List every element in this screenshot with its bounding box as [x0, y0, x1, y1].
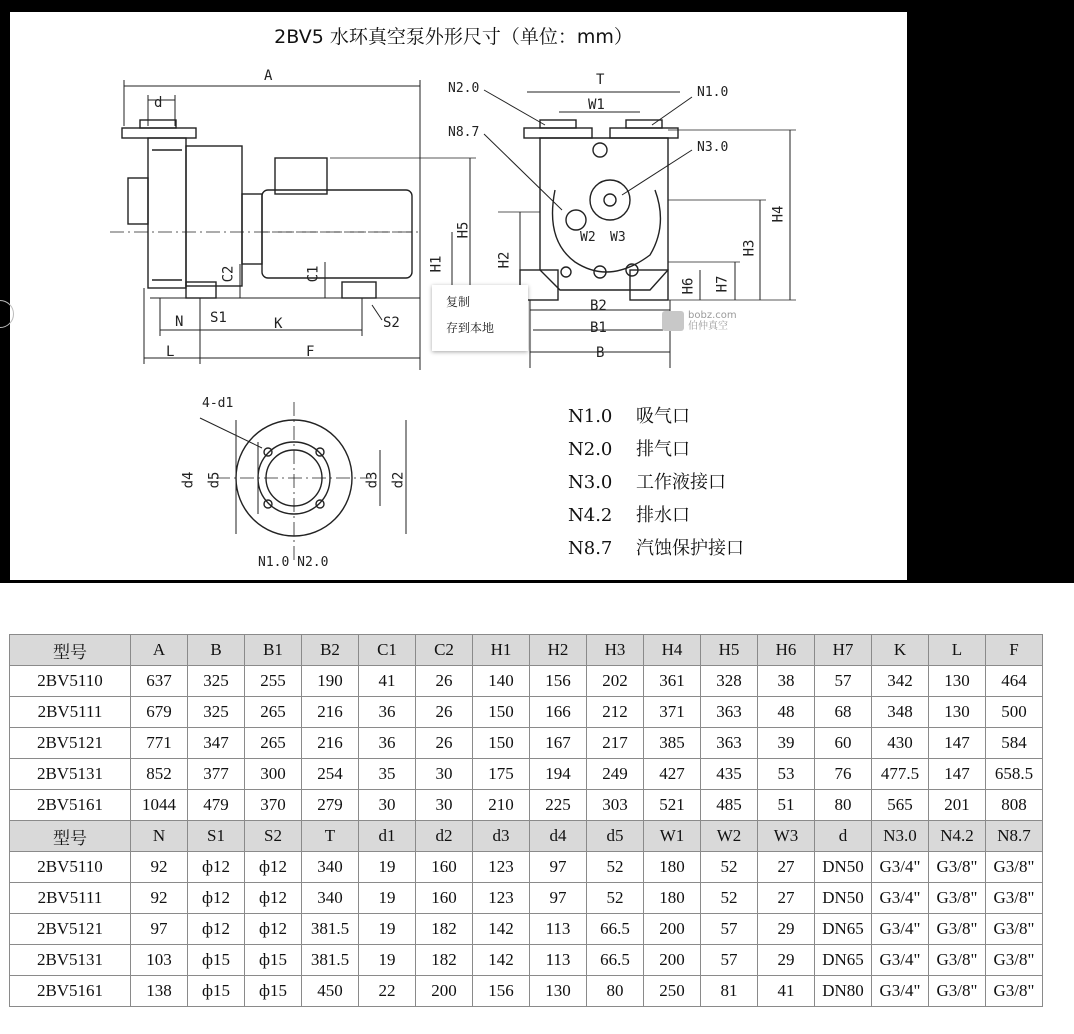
table-cell: H6	[758, 635, 815, 666]
model-cell: 2BV5161	[10, 790, 131, 821]
table-cell: 477.5	[872, 759, 929, 790]
table-cell: 66.5	[587, 914, 644, 945]
table-cell: DN80	[815, 976, 872, 1007]
table-cell: 113	[530, 945, 587, 976]
table-cell: 250	[644, 976, 701, 1007]
table-cell: 147	[929, 728, 986, 759]
table-cell: 29	[758, 945, 815, 976]
table-cell: 225	[530, 790, 587, 821]
model-cell: 2BV5111	[10, 883, 131, 914]
dim-S1: S1	[210, 310, 227, 326]
table-cell: 160	[416, 883, 473, 914]
table-cell: 26	[416, 697, 473, 728]
table-cell: 381.5	[302, 914, 359, 945]
table-cell: ф12	[245, 852, 302, 883]
table-cell: 303	[587, 790, 644, 821]
model-cell: 2BV5110	[10, 852, 131, 883]
table-cell: 57	[701, 914, 758, 945]
port-N8-7: N8.7	[448, 125, 480, 140]
dim-d5: d5	[206, 471, 223, 489]
table-cell: G3/8"	[986, 945, 1043, 976]
table-cell: 479	[188, 790, 245, 821]
table-cell: H3	[587, 635, 644, 666]
table-cell: 22	[359, 976, 416, 1007]
table-cell: 60	[815, 728, 872, 759]
table-cell: W2	[701, 821, 758, 852]
table-cell: 265	[245, 697, 302, 728]
table-cell: 194	[530, 759, 587, 790]
table-cell: d1	[359, 821, 416, 852]
table-row	[10, 883, 1043, 914]
table-row	[10, 852, 1043, 883]
table-cell: ф12	[188, 883, 245, 914]
table-cell: 342	[872, 666, 929, 697]
table-cell: 27	[758, 883, 815, 914]
dim-H7: H7	[714, 275, 731, 293]
table-cell: 30	[416, 790, 473, 821]
table-cell: W1	[644, 821, 701, 852]
table-cell: 26	[416, 666, 473, 697]
port-N3-0: N3.0	[697, 140, 729, 155]
table-cell: G3/8"	[929, 976, 986, 1007]
table-cell: 201	[929, 790, 986, 821]
table-cell: L	[929, 635, 986, 666]
watermark: bobz.com 伯仲真空	[662, 310, 737, 332]
table-cell: 36	[359, 697, 416, 728]
table-cell: 771	[131, 728, 188, 759]
table-cell: d5	[587, 821, 644, 852]
table-cell: 76	[815, 759, 872, 790]
context-menu-save-local[interactable]: 存到本地	[446, 321, 495, 335]
table-cell: 435	[701, 759, 758, 790]
table-cell: 41	[359, 666, 416, 697]
table-cell: 202	[587, 666, 644, 697]
watermark-logo-icon	[662, 311, 684, 331]
table-cell: 142	[473, 945, 530, 976]
dim-B1: B1	[590, 320, 607, 336]
table-cell: S2	[245, 821, 302, 852]
dim-H4: H4	[770, 205, 787, 223]
table-cell: DN65	[815, 945, 872, 976]
table-cell: 160	[416, 852, 473, 883]
table-cell: 370	[245, 790, 302, 821]
table-cell: 200	[644, 945, 701, 976]
table-cell: 200	[416, 976, 473, 1007]
table-cell: ф15	[188, 976, 245, 1007]
model-cell: 2BV5131	[10, 945, 131, 976]
table-cell: 300	[245, 759, 302, 790]
table-cell: H4	[644, 635, 701, 666]
dim-H5: H5	[455, 221, 472, 239]
table-cell: 35	[359, 759, 416, 790]
table-cell: 200	[644, 914, 701, 945]
table-cell: 52	[587, 883, 644, 914]
table-cell: 347	[188, 728, 245, 759]
dim-W3: W3	[610, 230, 626, 245]
port-N1-0: N1.0	[697, 85, 729, 100]
model-cell: 2BV5111	[10, 697, 131, 728]
table-cell: 57	[701, 945, 758, 976]
table-cell: 249	[587, 759, 644, 790]
table-cell: 130	[929, 666, 986, 697]
table-cell: G3/8"	[929, 914, 986, 945]
table-cell: 427	[644, 759, 701, 790]
table-cell: 92	[131, 883, 188, 914]
table-cell: 130	[530, 976, 587, 1007]
model-cell: 2BV5110	[10, 666, 131, 697]
table-cell: 97	[530, 883, 587, 914]
table-cell: 103	[131, 945, 188, 976]
table-cell: G3/8"	[929, 945, 986, 976]
table-cell: 180	[644, 883, 701, 914]
dim-B2: B2	[590, 298, 607, 314]
table-cell: 190	[302, 666, 359, 697]
drawing-bottom-border	[0, 580, 910, 583]
table-cell: d3	[473, 821, 530, 852]
table-cell: ф12	[188, 852, 245, 883]
table-cell: G3/8"	[986, 914, 1043, 945]
table-cell: 30	[416, 759, 473, 790]
legend-row: N1.0 吸气口	[568, 406, 690, 427]
table-cell: ф12	[245, 914, 302, 945]
table-cell: 385	[644, 728, 701, 759]
table-cell: 348	[872, 697, 929, 728]
table-cell: 328	[701, 666, 758, 697]
table-cell: 147	[929, 759, 986, 790]
table-cell: 140	[473, 666, 530, 697]
table-cell: 363	[701, 697, 758, 728]
table-cell: 156	[473, 976, 530, 1007]
table-cell: 30	[359, 790, 416, 821]
dim-F: F	[306, 344, 315, 360]
dim-d: d	[154, 95, 163, 111]
model-cell: 2BV5161	[10, 976, 131, 1007]
table-cell: 325	[188, 666, 245, 697]
table-cell: G3/8"	[929, 852, 986, 883]
table-cell: 255	[245, 666, 302, 697]
table-cell: 150	[473, 697, 530, 728]
table-cell: 68	[815, 697, 872, 728]
dim-S2: S2	[383, 315, 400, 331]
table-cell: G3/8"	[929, 883, 986, 914]
table-cell: 180	[644, 852, 701, 883]
table-cell: G3/4"	[872, 883, 929, 914]
table-cell: 123	[473, 852, 530, 883]
dim-H3: H3	[741, 239, 758, 257]
dim-W2: W2	[580, 230, 596, 245]
legend-row: N4.2 排水口	[568, 505, 690, 526]
table-cell: 38	[758, 666, 815, 697]
table-cell: W3	[758, 821, 815, 852]
dim-N: N	[175, 314, 184, 330]
model-cell: 2BV5131	[10, 759, 131, 790]
table-cell: 658.5	[986, 759, 1043, 790]
table-cell: 279	[302, 790, 359, 821]
table-cell: 52	[587, 852, 644, 883]
model-cell: 型号	[10, 635, 131, 666]
dimension-table	[9, 634, 1043, 1007]
table-cell: 80	[587, 976, 644, 1007]
table-row	[10, 728, 1043, 759]
table-cell: 97	[530, 852, 587, 883]
table-row	[10, 759, 1043, 790]
table-cell: N3.0	[872, 821, 929, 852]
table-cell: 19	[359, 945, 416, 976]
context-menu-copy[interactable]: 复制	[446, 295, 471, 309]
table-cell: H1	[473, 635, 530, 666]
table-cell: ф12	[245, 883, 302, 914]
dim-H6: H6	[680, 277, 697, 295]
table-cell: 464	[986, 666, 1043, 697]
table-cell: d2	[416, 821, 473, 852]
context-menu	[432, 285, 528, 351]
dim-C1: C1	[305, 265, 322, 283]
dim-4-d1: 4-d1	[202, 396, 234, 411]
table-cell: 81	[701, 976, 758, 1007]
dim-d4: d4	[180, 471, 197, 489]
dim-d2: d2	[390, 471, 407, 489]
table-cell: H2	[530, 635, 587, 666]
table-row	[10, 666, 1043, 697]
table-cell: 27	[758, 852, 815, 883]
table-row	[10, 914, 1043, 945]
table-cell: 210	[473, 790, 530, 821]
table-cell: 852	[131, 759, 188, 790]
table-cell: 371	[644, 697, 701, 728]
table-cell: G3/4"	[872, 914, 929, 945]
table-cell: 216	[302, 728, 359, 759]
table-cell: C2	[416, 635, 473, 666]
table-cell: 92	[131, 852, 188, 883]
flange-caption: N1.0 N2.0	[258, 555, 329, 570]
table-header-row	[10, 821, 1043, 852]
right-black-panel	[907, 0, 1074, 583]
table-cell: 48	[758, 697, 815, 728]
legend-row: N8.7 汽蚀保护接口	[568, 538, 744, 559]
table-cell: B	[188, 635, 245, 666]
table-cell: 97	[131, 914, 188, 945]
table-cell: 36	[359, 728, 416, 759]
table-cell: 19	[359, 914, 416, 945]
table-cell: G3/4"	[872, 852, 929, 883]
table-cell: 254	[302, 759, 359, 790]
table-cell: ф15	[245, 976, 302, 1007]
table-cell: 679	[131, 697, 188, 728]
table-cell: 340	[302, 852, 359, 883]
dim-d3: d3	[364, 471, 381, 489]
table-row	[10, 945, 1043, 976]
table-cell: ф15	[245, 945, 302, 976]
table-cell: H7	[815, 635, 872, 666]
table-cell: 29	[758, 914, 815, 945]
table-cell: ф12	[188, 914, 245, 945]
table-cell: DN50	[815, 852, 872, 883]
table-cell: 584	[986, 728, 1043, 759]
table-cell: 182	[416, 914, 473, 945]
table-cell: 166	[530, 697, 587, 728]
table-cell: 808	[986, 790, 1043, 821]
table-cell: 217	[587, 728, 644, 759]
table-cell: 26	[416, 728, 473, 759]
model-cell: 2BV5121	[10, 914, 131, 945]
table-cell: 123	[473, 883, 530, 914]
table-cell: 156	[530, 666, 587, 697]
table-cell: 377	[188, 759, 245, 790]
table-cell: 41	[758, 976, 815, 1007]
table-cell: d	[815, 821, 872, 852]
table-cell: 325	[188, 697, 245, 728]
table-cell: 182	[416, 945, 473, 976]
table-cell: G3/8"	[986, 852, 1043, 883]
legend-row: N3.0 工作液接口	[568, 472, 726, 493]
table-cell: 57	[815, 666, 872, 697]
table-cell: B1	[245, 635, 302, 666]
table-cell: 1044	[131, 790, 188, 821]
table-cell: N4.2	[929, 821, 986, 852]
table-cell: N8.7	[986, 821, 1043, 852]
table-cell: N	[131, 821, 188, 852]
table-cell: 175	[473, 759, 530, 790]
table-cell: 53	[758, 759, 815, 790]
table-cell: 19	[359, 883, 416, 914]
dim-K: K	[274, 316, 283, 332]
port-legend	[568, 400, 744, 565]
dim-C2: C2	[220, 265, 237, 283]
table-cell: ф15	[188, 945, 245, 976]
dim-T: T	[596, 72, 605, 88]
table-row	[10, 790, 1043, 821]
table-cell: 52	[701, 852, 758, 883]
table-header-row	[10, 635, 1043, 666]
legend-row: N2.0 排气口	[568, 439, 690, 460]
table-cell: H5	[701, 635, 758, 666]
table-cell: 19	[359, 852, 416, 883]
table-cell: 381.5	[302, 945, 359, 976]
table-cell: 430	[872, 728, 929, 759]
table-cell: 142	[473, 914, 530, 945]
table-cell: K	[872, 635, 929, 666]
table-cell: 450	[302, 976, 359, 1007]
table-cell: G3/8"	[986, 883, 1043, 914]
table-cell: G3/4"	[872, 945, 929, 976]
table-cell: 216	[302, 697, 359, 728]
table-cell: A	[131, 635, 188, 666]
table-cell: 265	[245, 728, 302, 759]
table-cell: 500	[986, 697, 1043, 728]
dimension-table-container	[9, 634, 1043, 1007]
dim-L: L	[166, 344, 175, 360]
dim-H1: H1	[428, 255, 445, 273]
table-cell: C1	[359, 635, 416, 666]
dim-H2: H2	[496, 251, 513, 269]
model-cell: 2BV5121	[10, 728, 131, 759]
table-cell: G3/8"	[986, 976, 1043, 1007]
table-cell: F	[986, 635, 1043, 666]
table-cell: 363	[701, 728, 758, 759]
table-cell: 52	[701, 883, 758, 914]
dim-W1: W1	[588, 97, 605, 113]
model-cell: 型号	[10, 821, 131, 852]
table-row	[10, 976, 1043, 1007]
table-row	[10, 697, 1043, 728]
table-cell: 167	[530, 728, 587, 759]
table-cell: 212	[587, 697, 644, 728]
table-cell: 138	[131, 976, 188, 1007]
table-cell: DN65	[815, 914, 872, 945]
table-cell: 113	[530, 914, 587, 945]
table-cell: 340	[302, 883, 359, 914]
table-cell: 80	[815, 790, 872, 821]
table-cell: 361	[644, 666, 701, 697]
table-cell: 565	[872, 790, 929, 821]
table-cell: 130	[929, 697, 986, 728]
table-cell: DN50	[815, 883, 872, 914]
port-N2-0: N2.0	[448, 81, 480, 96]
table-cell: 66.5	[587, 945, 644, 976]
table-cell: 521	[644, 790, 701, 821]
table-cell: B2	[302, 635, 359, 666]
table-cell: T	[302, 821, 359, 852]
table-cell: d4	[530, 821, 587, 852]
drawing-title: 2BV5 水环真空泵外形尺寸（单位：mm）	[274, 26, 633, 48]
table-cell: S1	[188, 821, 245, 852]
table-cell: 150	[473, 728, 530, 759]
dim-B: B	[596, 345, 605, 361]
dim-A: A	[264, 68, 273, 84]
table-cell: 51	[758, 790, 815, 821]
table-cell: 485	[701, 790, 758, 821]
table-cell: G3/4"	[872, 976, 929, 1007]
table-cell: 39	[758, 728, 815, 759]
table-cell: 637	[131, 666, 188, 697]
